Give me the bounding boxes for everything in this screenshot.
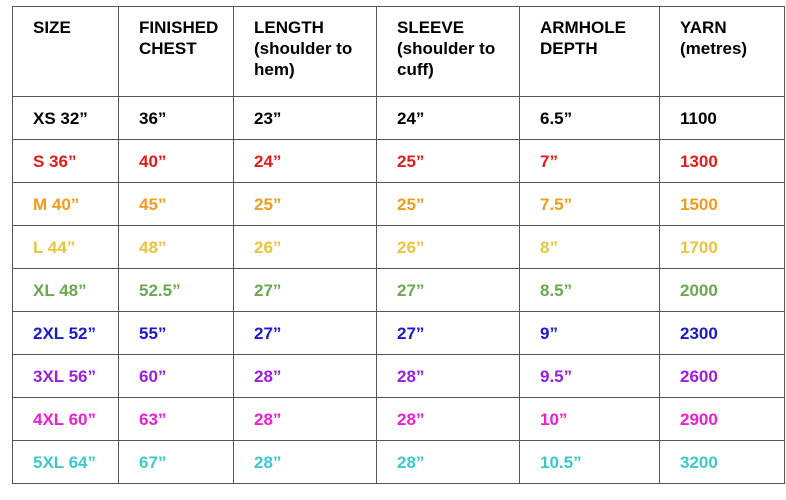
header-size: SIZE <box>13 7 119 97</box>
sleeve-cell: 27” <box>377 269 520 312</box>
yarn-cell: 1100 <box>660 97 785 140</box>
armhole-cell: 9” <box>520 312 660 355</box>
size-cell: 3XL 56” <box>13 355 119 398</box>
chest-cell: 63” <box>119 398 234 441</box>
yarn-cell: 2600 <box>660 355 785 398</box>
chest-cell: 60” <box>119 355 234 398</box>
chest-cell: 45” <box>119 183 234 226</box>
length-cell: 24” <box>234 140 377 183</box>
table-row <box>13 140 785 183</box>
length-cell: 28” <box>234 441 377 484</box>
length-cell: 28” <box>234 355 377 398</box>
yarn-cell: 1700 <box>660 226 785 269</box>
sleeve-cell: 25” <box>377 140 520 183</box>
armhole-cell: 8.5” <box>520 269 660 312</box>
size-cell: 2XL 52” <box>13 312 119 355</box>
table-row <box>13 441 785 484</box>
sleeve-cell: 26” <box>377 226 520 269</box>
chest-cell: 67” <box>119 441 234 484</box>
header-row <box>13 7 785 97</box>
length-cell: 26” <box>234 226 377 269</box>
header-finished-chest: FINISHED CHEST <box>119 7 234 97</box>
sleeve-cell: 24” <box>377 97 520 140</box>
table-row <box>13 312 785 355</box>
yarn-cell: 2900 <box>660 398 785 441</box>
sleeve-cell: 28” <box>377 355 520 398</box>
chest-cell: 40” <box>119 140 234 183</box>
yarn-cell: 3200 <box>660 441 785 484</box>
chest-cell: 36” <box>119 97 234 140</box>
armhole-cell: 9.5” <box>520 355 660 398</box>
size-cell: M 40” <box>13 183 119 226</box>
armhole-cell: 7.5” <box>520 183 660 226</box>
size-chart-body <box>13 97 785 484</box>
header-armhole-depth: ARMHOLE DEPTH <box>520 7 660 97</box>
table-row <box>13 355 785 398</box>
header-length: LENGTH (shoulder to hem) <box>234 7 377 97</box>
length-cell: 27” <box>234 269 377 312</box>
sleeve-cell: 25” <box>377 183 520 226</box>
size-chart-table <box>12 6 785 484</box>
sleeve-cell: 27” <box>377 312 520 355</box>
length-cell: 28” <box>234 398 377 441</box>
sleeve-cell: 28” <box>377 398 520 441</box>
yarn-cell: 2000 <box>660 269 785 312</box>
chest-cell: 48” <box>119 226 234 269</box>
chest-cell: 52.5” <box>119 269 234 312</box>
header-sleeve: SLEEVE (shoulder to cuff) <box>377 7 520 97</box>
table-row <box>13 183 785 226</box>
size-cell: L 44” <box>13 226 119 269</box>
table-row <box>13 226 785 269</box>
armhole-cell: 8” <box>520 226 660 269</box>
size-cell: 4XL 60” <box>13 398 119 441</box>
yarn-cell: 1500 <box>660 183 785 226</box>
armhole-cell: 10.5” <box>520 441 660 484</box>
armhole-cell: 6.5” <box>520 97 660 140</box>
length-cell: 23” <box>234 97 377 140</box>
header-yarn: YARN (metres) <box>660 7 785 97</box>
size-cell: S 36” <box>13 140 119 183</box>
yarn-cell: 2300 <box>660 312 785 355</box>
armhole-cell: 7” <box>520 140 660 183</box>
sleeve-cell: 28” <box>377 441 520 484</box>
length-cell: 27” <box>234 312 377 355</box>
size-cell: XS 32” <box>13 97 119 140</box>
chest-cell: 55” <box>119 312 234 355</box>
length-cell: 25” <box>234 183 377 226</box>
table-row <box>13 97 785 140</box>
armhole-cell: 10” <box>520 398 660 441</box>
table-row <box>13 269 785 312</box>
table-row <box>13 398 785 441</box>
size-cell: 5XL 64” <box>13 441 119 484</box>
size-cell: XL 48” <box>13 269 119 312</box>
yarn-cell: 1300 <box>660 140 785 183</box>
